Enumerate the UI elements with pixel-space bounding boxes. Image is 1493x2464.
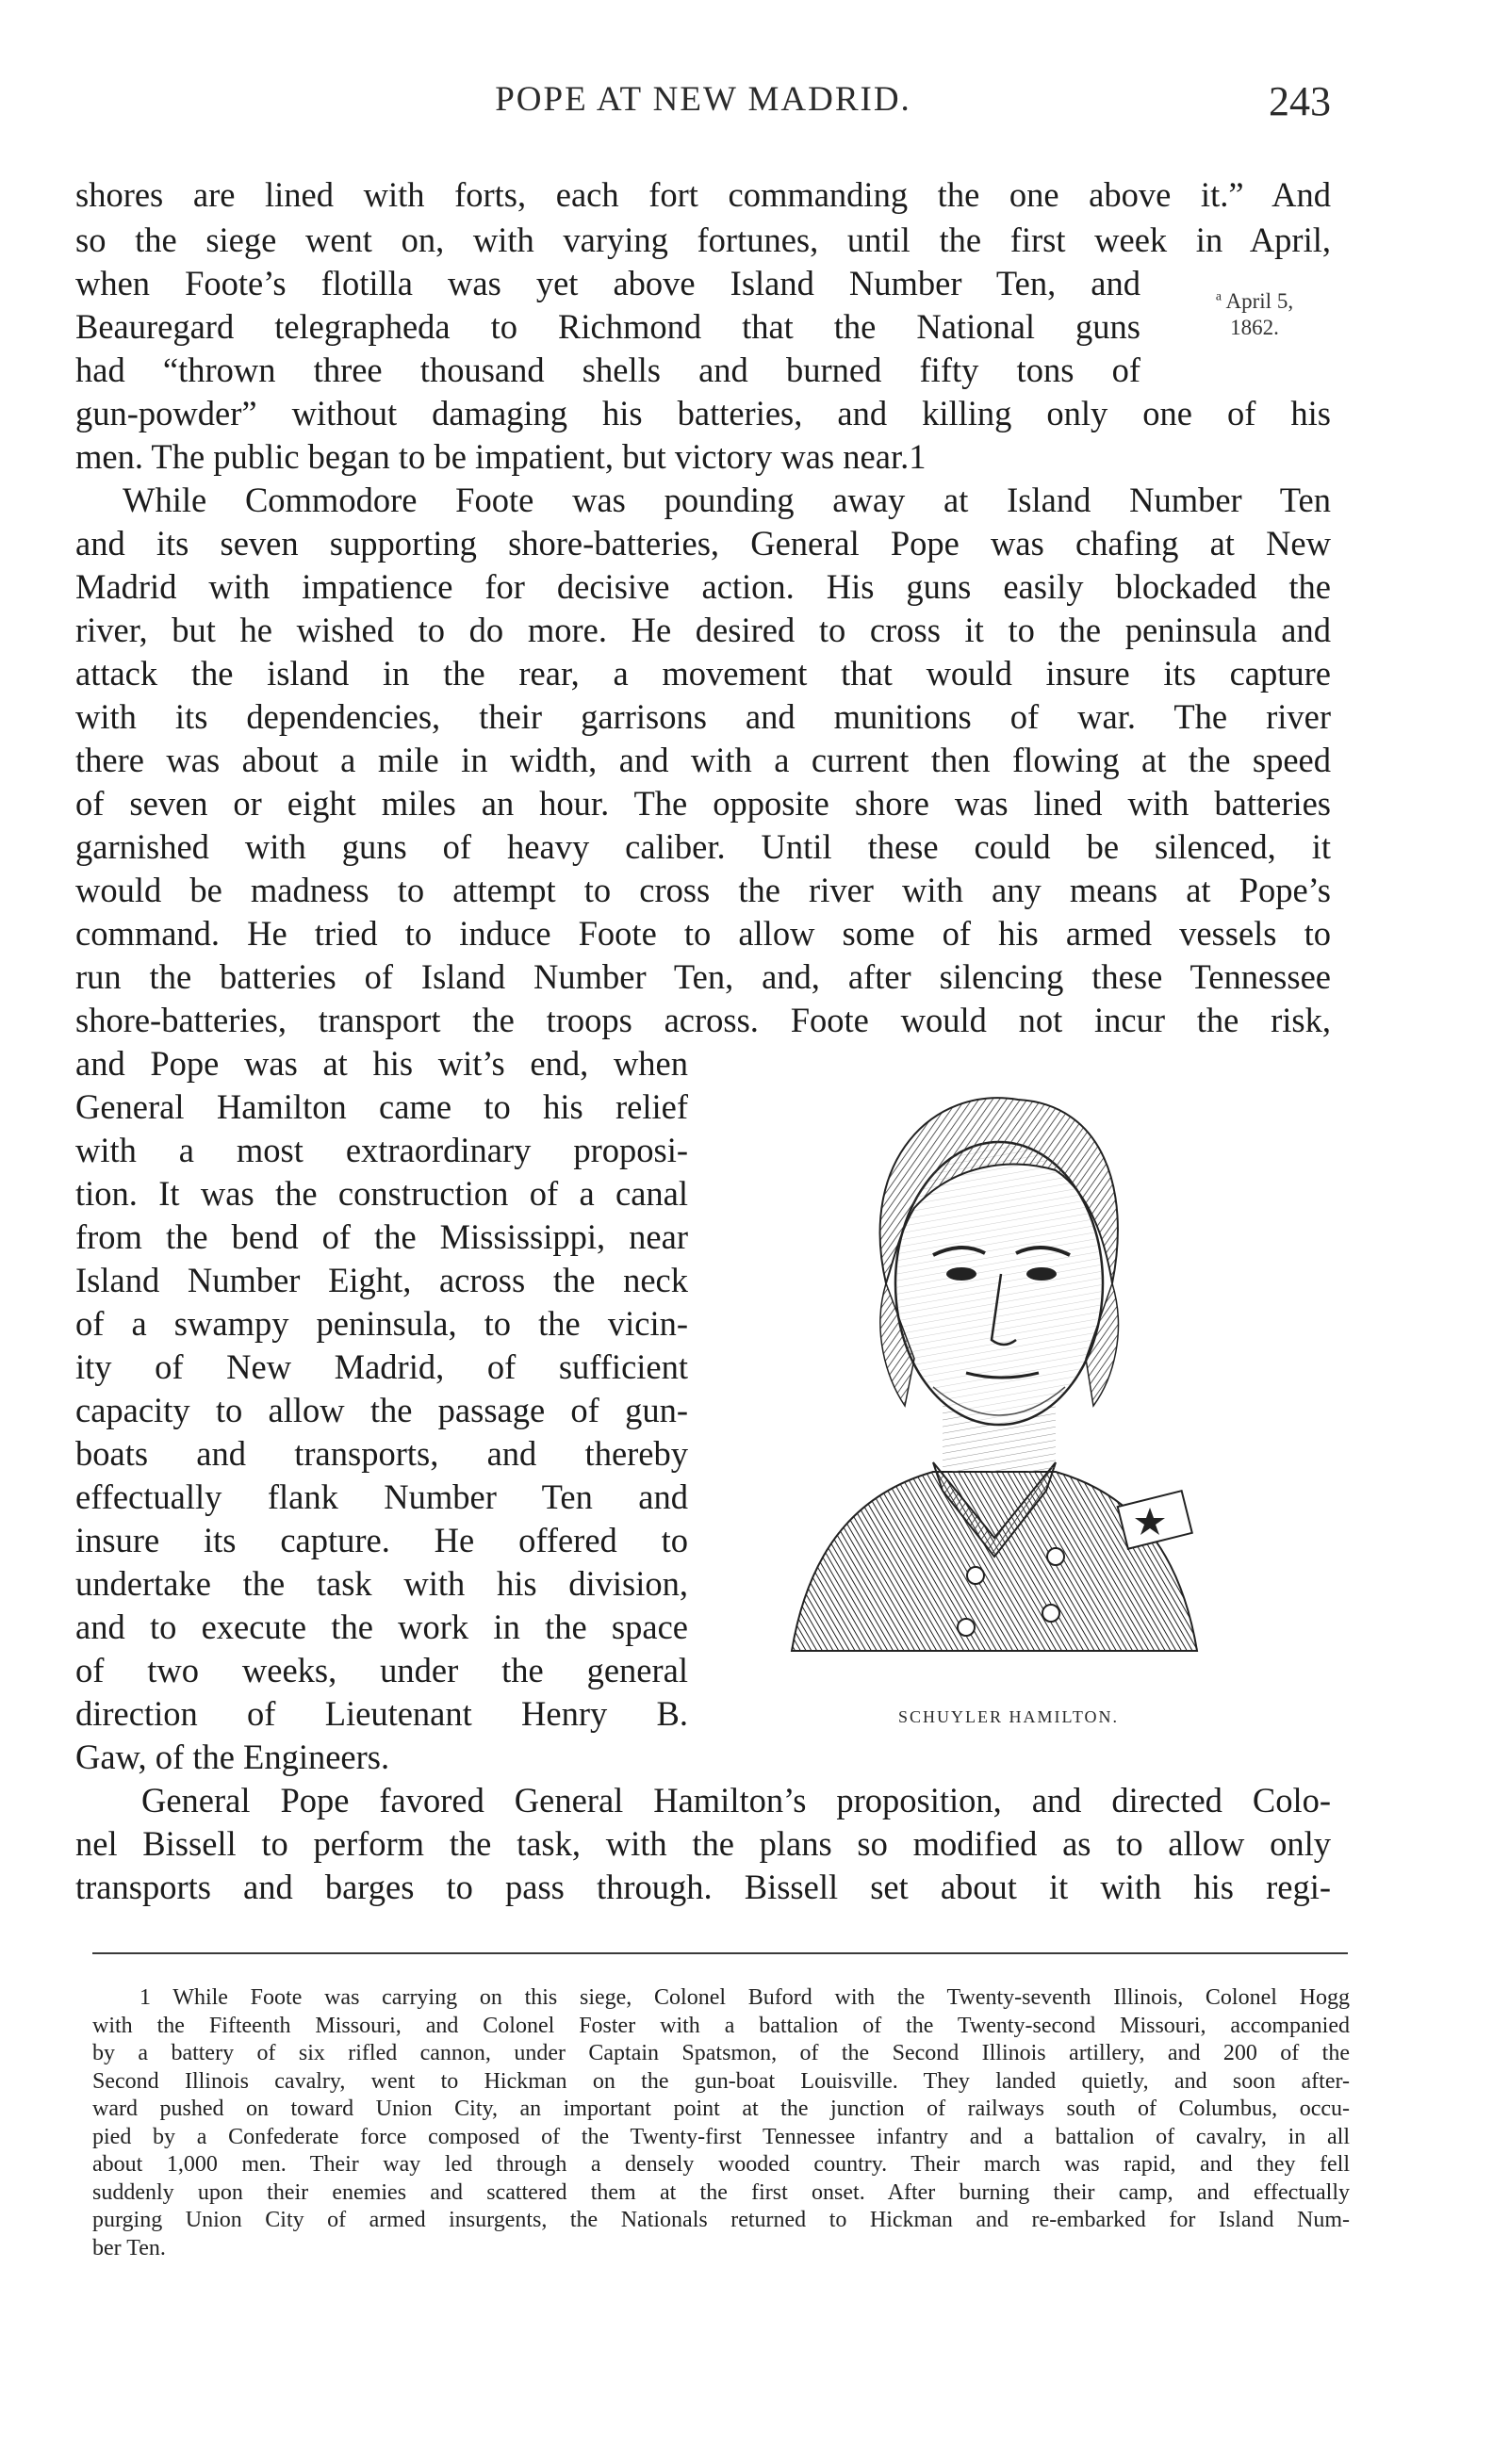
footnote-line: purging Union City of armed insurgents, the Nationals returned to Hickman and re-embarked for Island Num- bbox=[92, 2208, 1350, 2232]
body-line: nel Bissell to perform the task, with the plans so modified as to allow only bbox=[75, 1824, 1331, 1863]
body-line: General Pope favored General Hamilton’s proposition, and directed Colo- bbox=[141, 1781, 1331, 1819]
portrait-caption: SCHUYLER HAMILTON. bbox=[897, 1707, 1120, 1726]
body-line: gun-powder” without damaging his batteries, and killing only one of his bbox=[75, 394, 1331, 432]
body-line: would be madness to attempt to cross the river with any means at Pope’s bbox=[75, 871, 1331, 909]
body-line: of a swampy peninsula, to the vicin- bbox=[75, 1304, 688, 1343]
margin-note-date bbox=[1174, 288, 1335, 315]
body-line: of seven or eight miles an hour. The opposite shore was lined with batteries bbox=[75, 784, 1331, 823]
body-line: of two weeks, under the general bbox=[75, 1651, 688, 1689]
running-title: POPE AT NEW MADRID. bbox=[495, 80, 911, 119]
body-line: transports and barges to pass through. Bissell set about it with his regi- bbox=[75, 1868, 1331, 1906]
page-number: 243 bbox=[1269, 78, 1331, 124]
body-line: undertake the task with his division, bbox=[75, 1564, 688, 1603]
body-line: Madrid with impatience for decisive action. His guns easily blockaded the bbox=[75, 567, 1331, 606]
margin-note-line-1: April 5, bbox=[1225, 289, 1294, 313]
schuyler-hamilton-portrait bbox=[773, 1048, 1216, 1679]
footnote-line: ward pushed on toward Union City, an important point at the junction of railways south of Columbus, occu- bbox=[92, 2097, 1350, 2121]
body-line: run the batteries of Island Number Ten, and, after silencing these Tennessee bbox=[75, 957, 1331, 996]
body-line: men. The public began to be impatient, but victory was near.1 bbox=[75, 437, 927, 476]
body-line: with a most extraordinary proposi- bbox=[75, 1131, 688, 1169]
body-line: boats and transports, and thereby bbox=[75, 1434, 688, 1473]
footnote-rule bbox=[92, 1952, 1348, 1954]
body-line: capacity to allow the passage of gun- bbox=[75, 1391, 688, 1429]
body-line: had “thrown three thousand shells and burned fifty tons of bbox=[75, 351, 1140, 389]
body-line: ity of New Madrid, of sufficient bbox=[75, 1347, 688, 1386]
body-line: tion. It was the construction of a canal bbox=[75, 1174, 688, 1213]
footnote-line: Second Illinois cavalry, went to Hickman on the gun-boat Louisville. They landed quietly, and soon after- bbox=[92, 2068, 1350, 2094]
body-line: and its seven supporting shore-batteries, General Pope was chafing at New bbox=[75, 524, 1331, 563]
body-line: and Pope was at his wit’s end, when bbox=[75, 1044, 688, 1083]
body-line: from the bend of the Mississippi, near bbox=[75, 1217, 688, 1256]
body-line: Island Number Eight, across the neck bbox=[75, 1261, 688, 1299]
footnote-line: suddenly upon their enemies and scattered them at the first onset. After burning their camp, and effectually bbox=[92, 2179, 1350, 2205]
margin-note-marker: a bbox=[1215, 288, 1222, 303]
body-line: there was about a mile in width, and with a current then flowing at the speed bbox=[75, 741, 1331, 779]
footnote-line: 1 While Foote was carrying on this siege, Colonel Buford with the Twenty-seventh Illinois, Colonel Hogg bbox=[139, 1985, 1350, 2010]
footnote-line: with the Fifteenth Missouri, and Colonel Foster with a battalion of the Twenty-second Missouri, accompanied bbox=[92, 2013, 1350, 2038]
body-line: and to execute the work in the space bbox=[75, 1607, 688, 1646]
footnote-line: pied by a Confederate force composed of the Twenty-first Tennessee infantry and a battalion of cavalry, in all bbox=[92, 2124, 1350, 2149]
body-line: effectually flank Number Ten and bbox=[75, 1477, 688, 1516]
body-line: insure its capture. He offered to bbox=[75, 1521, 688, 1559]
page-header bbox=[75, 79, 1331, 126]
margin-note bbox=[1174, 288, 1335, 341]
body-line: river, but he wished to do more. He desired to cross it to the peninsula and bbox=[75, 611, 1331, 649]
footnote-line: by a battery of six rifled cannon, under Captain Spatsmon, of the Second Illinois artillery, and 200 of the bbox=[92, 2041, 1350, 2065]
body-line: General Hamilton came to his relief bbox=[75, 1087, 688, 1126]
footnote-line: ber Ten. bbox=[92, 2235, 166, 2260]
footnote-line: about 1,000 men. Their way led through a densely wooded country. Their march was rapid, and they fell bbox=[92, 2152, 1350, 2177]
body-line: direction of Lieutenant Henry B. bbox=[75, 1694, 688, 1733]
body-line: so the siege went on, with varying fortunes, until the first week in April, bbox=[75, 220, 1331, 259]
body-line: command. He tried to induce Foote to allow some of his armed vessels to bbox=[75, 914, 1331, 953]
body-line: Gaw, of the Engineers. bbox=[75, 1738, 390, 1776]
body-line: shore-batteries, transport the troops across. Foote would not incur the risk, bbox=[75, 1001, 1331, 1039]
body-line: with its dependencies, their garrisons and munitions of war. The river bbox=[75, 697, 1331, 736]
body-line: While Commodore Foote was pounding away at Island Number Ten bbox=[123, 481, 1331, 519]
body-line: Beauregard telegrapheda to Richmond that the National guns bbox=[75, 307, 1140, 346]
body-line: shores are lined with forts, each fort commanding the one above it.” And bbox=[75, 175, 1331, 214]
body-line: when Foote’s flotilla was yet above Island Number Ten, and bbox=[75, 264, 1140, 302]
margin-note-line-2: 1862. bbox=[1230, 316, 1279, 339]
body-line: attack the island in the rear, a movement that would insure its capture bbox=[75, 654, 1331, 693]
body-line: garnished with guns of heavy caliber. Until these could be silenced, it bbox=[75, 827, 1331, 866]
